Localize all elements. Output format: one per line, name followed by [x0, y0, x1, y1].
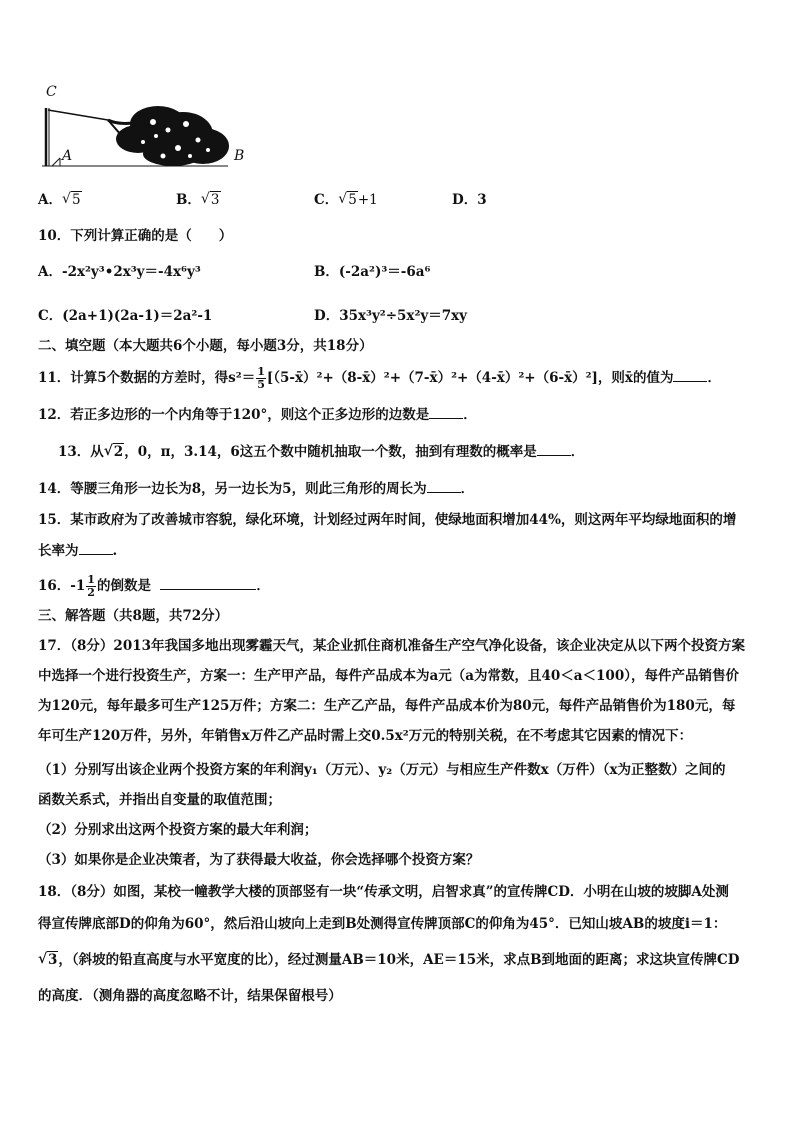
q17-line-1: 17．（8分）2013年我国多地出现雾霾天气，某企业抓住商机准备生产空气净化设备，该企业决定从以下两个投资方案 — [38, 638, 746, 654]
q17-sub-3: （3）如果你是企业决策者，为了获得最大收益，你会选择哪个投资方案？ — [38, 852, 480, 868]
q13: 13．从√ 2，0，π，3.14，6这五个数中随机抽取一个数，抽到有理数的概率是 ． — [58, 441, 584, 462]
q18-line-1: 18．（8分）如图，某校一幢教学大楼的顶部竖有一块“传承文明，启智求真”的宣传牌CD．小明在山坡的坡脚A处测 — [38, 884, 729, 900]
label-c: C — [46, 84, 57, 100]
answer-blank[interactable] — [427, 478, 461, 493]
answer-blank[interactable] — [429, 404, 463, 419]
fraction: $\frac{1}{5}$ — [257, 365, 265, 391]
sqrt-symbol: √ 2 — [104, 442, 124, 462]
q10-option-d: D．35x³y²÷5x²y＝7xy — [314, 308, 468, 324]
q12: 12．若正多边形的一个内角等于120°，则这个正多边形的边数是 ． — [38, 404, 477, 425]
q17-sub-2: （2）分别求出这两个投资方案的最大年利润； — [38, 822, 318, 838]
q14: 14．等腰三角形一边长为8，另一边长为5，则此三角形的周长为 ． — [38, 478, 474, 499]
q17-line-3: 为120元，每年最多可生产125万件；方案二：生产乙产品，每件产品成本价为80元，每件产品销售价为180元，每 — [38, 698, 736, 714]
fraction: $\frac{1}{2}$ — [87, 573, 95, 599]
q9-option-b: B．√ 3 — [176, 190, 221, 210]
label-a: A — [62, 148, 73, 164]
q10-option-b: B．(-2a²)³＝-6a⁶ — [314, 264, 431, 280]
q10-option-a: A．-2x²y³•2x³y＝-4x⁶y³ — [38, 264, 201, 280]
q16: 16．-1 $\frac{1}{2}$ 的倒数是 ． — [38, 573, 270, 599]
answer-blank[interactable] — [537, 441, 571, 456]
q18-line-2: 得宣传牌底部D的仰角为60°，然后沿山坡向上走到B处测得宣传牌顶部C的仰角为45°．已知山坡AB的坡度i＝1： — [38, 916, 727, 932]
tree-pole-drawing — [38, 84, 238, 170]
q18-line-3: √ 3，（斜坡的铅直高度与水平宽度的比），经过测量AB＝10米，AE＝15米，求点B到地面的距离；求这块宣传牌CD — [38, 950, 740, 970]
tree-pole-figure — [38, 84, 258, 170]
sqrt-symbol: √ 3 — [38, 950, 58, 970]
sqrt-symbol: √ 5 — [338, 190, 358, 210]
label-b: B — [234, 148, 245, 164]
section-2-heading: 二、填空题（本大题共6个小题，每小题3分，共18分） — [38, 338, 373, 354]
q10-stem: 10．下列计算正确的是（ ） — [38, 228, 233, 244]
answer-blank[interactable] — [79, 540, 113, 555]
answer-blank[interactable] — [160, 575, 256, 590]
q17-line-2: 中选择一个进行投资生产，方案一：生产甲产品，每件产品成本为a元（a为常数，且40＜a＜100），每件产品销售价 — [38, 668, 739, 684]
q11: 11．计算5个数据的方差时，得s²＝ $\frac{1}{5}$ [（5-x̄）²+（8-x̄）²+（7-x̄）²+（4-x̄）²+（6-x̄）²]，则x̄的值为 ． — [38, 365, 721, 391]
section-3-heading: 三、解答题（共8题，共72分） — [38, 608, 229, 624]
q9-option-a: A．√ 5 — [38, 190, 82, 210]
q15-line-2: 长率为 . — [38, 540, 117, 561]
q17-line-4: 年可生产120万件，另外，年销售x万件乙产品时需上交0.5x²万元的特别关税，在不考虑其它因素的情况下： — [38, 728, 693, 744]
q17-sub-1b: 函数关系式，并指出自变量的取值范围； — [38, 792, 281, 808]
q10-option-c: C．(2a+1)(2a-1)＝2a²-1 — [38, 308, 213, 324]
answer-blank[interactable] — [673, 367, 707, 382]
q17-sub-1a: （1）分别写出该企业两个投资方案的年利润y₁（万元）、y₂（万元）与相应生产件数x（万件）（x为正整数）之间的 — [38, 762, 726, 778]
sqrt-symbol: √ 5 — [62, 190, 82, 210]
q15-line-1: 15．某市政府为了改善城市容貌，绿化环境，计划经过两年时间，使绿地面积增加44%，则这两年平均绿地面积的增 — [38, 512, 737, 528]
q9-option-c: C．√ 5+1 — [314, 190, 378, 210]
q9-option-d: D．3 — [452, 192, 487, 208]
q18-line-4: 的高度．（测角器的高度忽略不计，结果保留根号） — [38, 988, 342, 1004]
sqrt-symbol: √ 3 — [201, 190, 221, 210]
